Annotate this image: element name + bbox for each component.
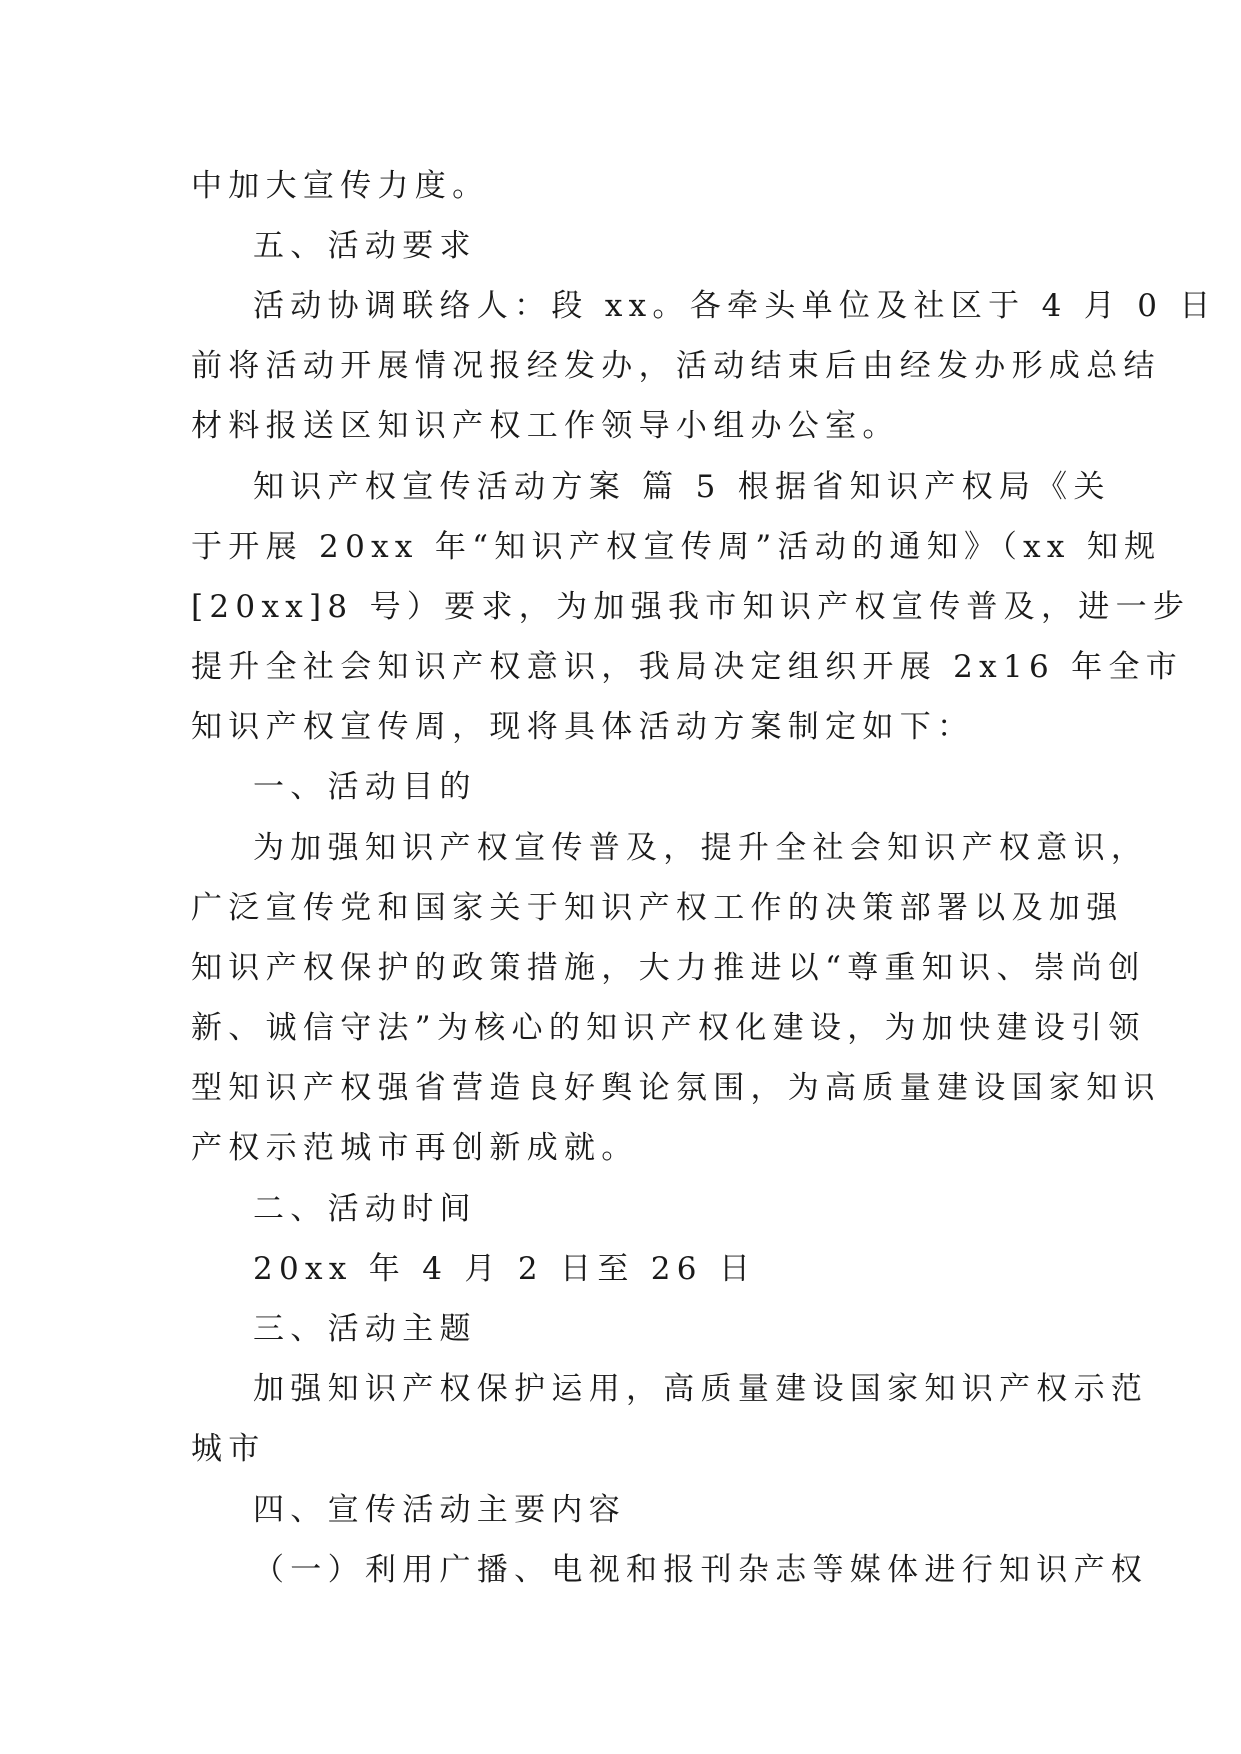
text-line: 广泛宣传党和国家关于知识产权工作的决策部署以及加强	[191, 890, 1124, 926]
section-heading: 四、宣传活动主要内容	[253, 1492, 626, 1528]
text-line: 产权示范城市再创新成就。	[191, 1130, 639, 1166]
text-line: （一）利用广播、电视和报刊杂志等媒体进行知识产权	[253, 1552, 1149, 1588]
text-line: 知识产权宣传活动方案 篇 5 根据省知识产权局《关	[253, 469, 1111, 505]
text-line: 20xx 年 4 月 2 日至 26 日	[253, 1251, 757, 1287]
text-line: 知识产权宣传周，现将具体活动方案制定如下：	[191, 709, 975, 745]
text-line: 型知识产权强省营造良好舆论氛围，为高质量建设国家知识	[191, 1070, 1161, 1106]
section-heading: 二、活动时间	[253, 1191, 477, 1227]
text-line: 活动协调联络人：段 xx。各牵头单位及社区于 4 月 0 日	[253, 288, 1217, 324]
text-line: 新、诚信守法”为核心的知识产权化建设，为加快建设引领	[191, 1010, 1146, 1046]
section-heading: 五、活动要求	[253, 228, 477, 264]
text-line: 于开展 20xx 年“知识产权宣传周”活动的通知》（xx 知规	[191, 529, 1162, 565]
text-line: 前将活动开展情况报经发办，活动结束后由经发办形成总结	[191, 348, 1161, 384]
text-line: 提升全社会知识产权意识，我局决定组织开展 2x16 年全市	[191, 649, 1184, 685]
section-heading: 一、活动目的	[253, 769, 477, 805]
text-line: 城市	[191, 1431, 266, 1467]
text-line: 材料报送区知识产权工作领导小组办公室。	[191, 408, 900, 444]
text-line: 知识产权保护的政策措施，大力推进以“尊重知识、崇尚创	[191, 950, 1146, 986]
text-line: [20xx]8 号）要求，为加强我市知识产权宣传普及，进一步	[191, 589, 1191, 625]
section-heading: 三、活动主题	[253, 1311, 477, 1347]
text-line: 中加大宣传力度。	[191, 168, 490, 204]
text-line: 为加强知识产权宣传普及，提升全社会知识产权意识，	[253, 830, 1149, 866]
text-line: 加强知识产权保护运用，高质量建设国家知识产权示范	[253, 1371, 1149, 1407]
